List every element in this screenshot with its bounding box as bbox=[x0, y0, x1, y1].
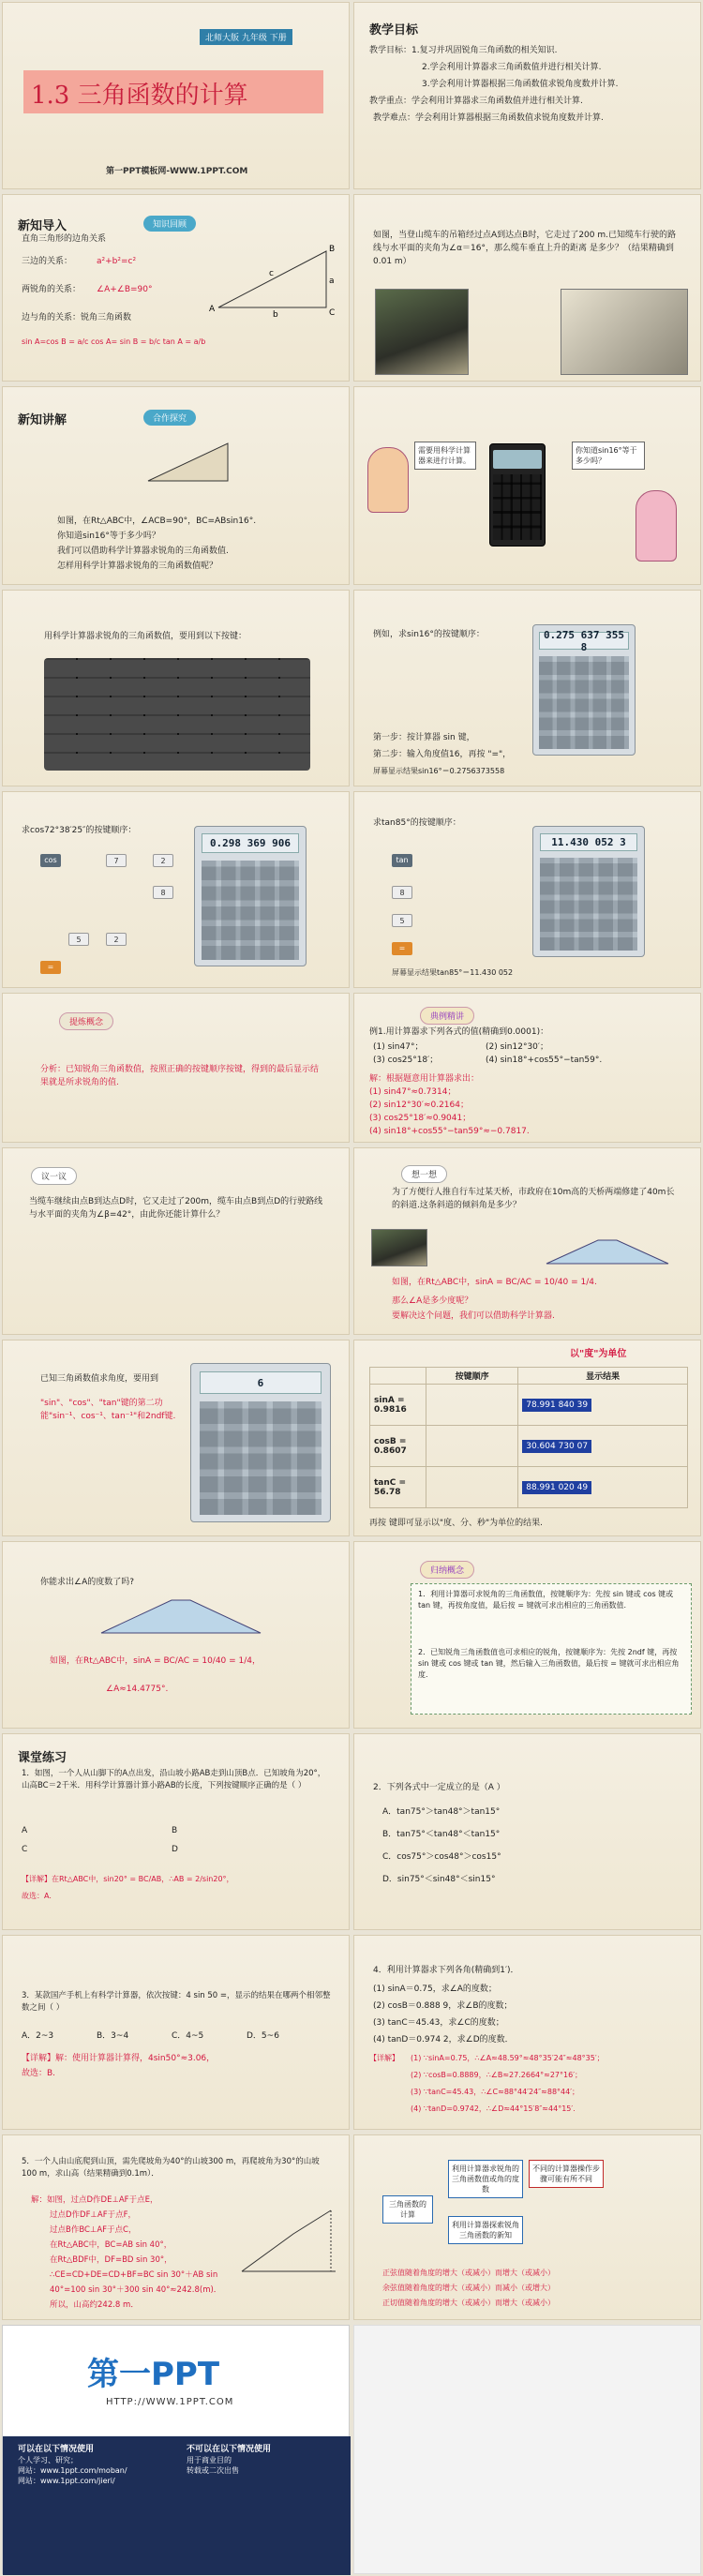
angle-sum-eq: ∠A+∠B=90° bbox=[97, 285, 153, 294]
exercise5-line-7: 40°=100 sin 30°＋300 sin 40°≈242.8(m)． bbox=[50, 2285, 222, 2295]
explore-heading: 新知讲解 bbox=[18, 413, 67, 427]
usage-forbidden bbox=[187, 2444, 271, 2476]
exercise1-answer-2: 故选：A. bbox=[22, 1892, 52, 1900]
cable-car-text: 如图，当登山缆车的吊箱经过点A到达点B时，它走过了200 m.已知缆车行驶的路线与水平面的夹角为∠α＝16°，那么缆车垂直上升的距离 是多少？（结果精确到0.01 m） bbox=[373, 231, 676, 266]
usage-forbidden-title: 不可以在以下情况使用 bbox=[187, 2445, 272, 2454]
speech-bubble-1: 需要用科学计算器来进行计算。 bbox=[414, 442, 476, 470]
usage-bar bbox=[3, 2436, 351, 2575]
trig-defs: sin A=cos B = a/c cos A= sin B = b/c tan A = a/b bbox=[22, 337, 206, 346]
mindmap-node-1: 利用计算器求锐角的三角函数值或角的度数 bbox=[448, 2160, 523, 2198]
key-5: 5 bbox=[68, 933, 89, 946]
example1-answer-2: (2) sin12°30′≈0.2164； bbox=[369, 1101, 469, 1110]
rule-sin: 正弦值随着角度的增大（或减小）而增大（或减小） bbox=[382, 2269, 555, 2277]
summary-pill: 归纳概念 bbox=[420, 1561, 474, 1579]
table-row bbox=[370, 1385, 688, 1426]
example1-answer-3: (3) cos25°18′≈0.9041； bbox=[369, 1114, 471, 1123]
empty-panel bbox=[353, 2325, 701, 2574]
review-line-2: 三边的关系： bbox=[22, 257, 73, 266]
think-solution-1: 如图，在Rt△ABC中，sinA = BC/AC = 10/40 = 1/4. bbox=[392, 1278, 597, 1287]
badge: 北师大版 九年级 下册 bbox=[200, 29, 292, 45]
example1-item-3: (3) cos25°18′； bbox=[373, 1056, 439, 1065]
sin16-step1: 第一步：按计算器 sin 键， bbox=[373, 733, 475, 742]
slide-exercise-4 bbox=[353, 1935, 701, 2130]
slide-discuss bbox=[2, 1147, 350, 1335]
exercise4-answer-3: (3) ∵tanC=45.43，∴∠C≈88°44′24″≈88°44′； bbox=[411, 2088, 580, 2096]
objective-line-5: 教学难点：学会利用计算器根据三角函数值求锐角度数并计算. bbox=[373, 113, 604, 123]
brand-url[interactable]: HTTP://WWW.1PPT.COM bbox=[106, 2397, 234, 2407]
slide-keys-intro bbox=[2, 590, 350, 786]
brand-logo: 第一PPT bbox=[87, 2356, 220, 2393]
boy-avatar bbox=[367, 447, 409, 513]
exercise1-answer: 【详解】在Rt△ABC中，sin20° = BC/AB，∴AB = 2/sin20°， bbox=[22, 1875, 234, 1883]
explore-line-2: 你知道sin16°等于多少吗？ bbox=[57, 532, 160, 541]
page-title: 1.3 三角函数的计算 bbox=[31, 82, 248, 110]
explore-line-1: 如图，在Rt△ABC中，∠ACB=90°，BC=ABsin16°. bbox=[57, 517, 257, 526]
right-triangle-diagram bbox=[209, 242, 340, 317]
calculator-screen: 6 bbox=[200, 1371, 322, 1394]
label-b-vertex: B bbox=[329, 245, 336, 254]
slide-cable-car bbox=[353, 194, 701, 382]
exercise5-line-4: 在Rt△ABC中，BC=AB sin 40°， bbox=[50, 2240, 172, 2250]
exercise3-option-a: A．2~3 bbox=[22, 2031, 54, 2041]
example-pill: 典例精讲 bbox=[420, 1007, 474, 1025]
slide-example1 bbox=[353, 993, 701, 1143]
key-equals: = bbox=[392, 942, 412, 955]
col-header-keys: 按键顺序 bbox=[426, 1368, 518, 1385]
table-row bbox=[370, 1467, 688, 1508]
row-value: 78.991 840 39 bbox=[522, 1399, 591, 1412]
exercise-heading: 课堂练习 bbox=[18, 1751, 67, 1765]
exercise4-item-2: (2) cosB＝0.888 9，求∠B的度数； bbox=[373, 2001, 513, 2011]
exercise3-option-c: C．4~5 bbox=[172, 2031, 204, 2041]
find-angle-text: 你能求出∠A的度数了吗? bbox=[40, 1578, 135, 1587]
exercise2-option-b: B．tan75°＜tan48°＜tan15° bbox=[382, 1830, 501, 1839]
calculator-illustration bbox=[489, 443, 546, 547]
slide-review bbox=[2, 194, 350, 382]
slide-concept bbox=[2, 993, 350, 1143]
concept-pill: 提炼概念 bbox=[59, 1012, 113, 1030]
usage-forbidden-item: 转载或二次出售 bbox=[187, 2466, 239, 2475]
sin16-result: 屏幕显示结果sin16°＝0.2756373558 bbox=[373, 767, 505, 775]
key-8: 8 bbox=[153, 886, 173, 899]
slide-degree-table bbox=[353, 1340, 701, 1536]
exercise5-line-8: 所以，山高约242.8 m． bbox=[50, 2300, 139, 2310]
exercise4-item-1: (1) sinA＝0.75，求∠A的度数； bbox=[373, 1984, 497, 1994]
mindmap-node-3: 利用计算器探索锐角三角函数的新知 bbox=[448, 2216, 523, 2244]
key-8: 8 bbox=[392, 886, 412, 899]
usage-allowed-item[interactable]: 网站：www.1ppt.com/moban/ bbox=[18, 2466, 127, 2475]
exercise1-question: 1．如图，一个人从山脚下的A点出发，沿山坡小路AB走到山顶B点．已知坡角为20°，山高BC＝2千米．用科学计算器计算小路AB的长度，下列按键顺序正确的是（ ） bbox=[22, 1769, 326, 1790]
label-c-vertex: C bbox=[329, 308, 336, 317]
exercise1-option-a: A bbox=[22, 1826, 28, 1835]
inverse-text: 已知三角函数值求角度，要用到 bbox=[40, 1374, 159, 1384]
girl-avatar bbox=[636, 490, 677, 562]
exercise1-option-b: B bbox=[172, 1826, 178, 1835]
objective-line-4: 教学重点：学会利用计算器求三角函数值并进行相关计算. bbox=[369, 97, 583, 106]
slide-cos-example bbox=[2, 791, 350, 988]
think-solution-2: 那么∠A是多少度呢？ bbox=[392, 1296, 473, 1306]
exercise2-option-a: A．tan75°＞tan48°＞tan15° bbox=[382, 1807, 501, 1817]
exercise5-line-5: 在Rt△BDF中，DF=BD sin 30°， bbox=[50, 2255, 172, 2265]
example1-item-4: (4) sin18°+cos55°−tan59°. bbox=[486, 1056, 603, 1065]
objective-line-1: 教学目标：1.复习并巩固锐角三角函数的相关知识. bbox=[369, 46, 558, 55]
think-solution-3: 要解决这个问题，我们可以借助科学计算器. bbox=[392, 1311, 555, 1321]
slide-sin16 bbox=[353, 590, 701, 786]
sin16-step2: 第二步：输入角度值16，再按 "="， bbox=[373, 750, 512, 759]
calculator-sin16 bbox=[532, 624, 636, 756]
sin16-text: 例如，求sin16°的按键顺序： bbox=[373, 630, 485, 639]
pythag-eq: a²+b²=c² bbox=[97, 257, 137, 266]
exercise4-item-3: (3) tanC＝45.43，求∠C的度数； bbox=[373, 2018, 504, 2028]
mountain-path-diagram bbox=[237, 2201, 340, 2276]
exercise4-answer-2: (2) ∵cosB=0.8889，∴∠B≈27.2664°≈27°16′； bbox=[411, 2071, 583, 2079]
footer-ad bbox=[2, 2325, 350, 2574]
slide-exercise-3 bbox=[2, 1935, 350, 2130]
objectives-heading: 教学目标 bbox=[369, 23, 419, 37]
objective-line-2: 2.学会利用计算器求三角函数值并进行相关计算. bbox=[422, 63, 602, 72]
example1-question: 例1.用计算器求下列各式的值(精确到0.0001)： bbox=[369, 1027, 549, 1037]
slide-summary-concept bbox=[353, 1541, 701, 1729]
exercise3-question: 3．某款国产手机上有科学计算器，依次按键：4 sin 50 =，显示的结果在哪两个相邻整数之间（ ） bbox=[22, 1991, 331, 2013]
calculator-screen: 0.298 369 906 bbox=[202, 833, 299, 853]
discuss-text: 当缆车继续由点B到达点D时，它又走过了200m，缆车由点B到点D的行驶路线与水平面的夹角为∠β=42°，由此你还能计算什么？ bbox=[29, 1197, 323, 1220]
exercise4-question: 4．利用计算器求下列各角(精确到1′)． bbox=[373, 1966, 519, 1975]
exercise4-answer-4: (4) ∵tanD=0.9742，∴∠D≈44°15′8″≈44°15′. bbox=[411, 2104, 576, 2113]
slide-exercise-2 bbox=[353, 1733, 701, 1930]
exercise3-answer: 【详解】解：使用计算器计算得，4sin50°≈3.06， bbox=[22, 2054, 216, 2063]
row-value: 30.604 730 07 bbox=[522, 1440, 591, 1453]
cable-car-photo bbox=[375, 289, 469, 375]
calculator-screen: 0.275 637 355 8 bbox=[539, 632, 628, 650]
example1-answer-4: (4) sin18°+cos55°−tan59°≈−0.7817. bbox=[369, 1127, 530, 1136]
exercise3-option-d: D．5~6 bbox=[247, 2031, 279, 2041]
slide-inverse-keys bbox=[2, 1340, 350, 1536]
slide-think bbox=[353, 1147, 701, 1335]
exercise2-option-d: D．sin75°＜sin48°＜sin15° bbox=[382, 1875, 496, 1884]
slope-diagram bbox=[143, 434, 237, 490]
review-line-4: 边与角的关系：锐角三角函数 bbox=[22, 313, 132, 322]
slide-calculator-dialog bbox=[353, 386, 701, 585]
label-a-vertex: A bbox=[209, 305, 216, 314]
calculator-cos bbox=[194, 826, 307, 966]
example1-item-2: (2) sin12°30′； bbox=[486, 1042, 548, 1052]
slide-title bbox=[2, 2, 350, 189]
slide-find-angle bbox=[2, 1541, 350, 1729]
review-line-1: 直角三角形的边角关系 bbox=[22, 234, 107, 244]
tan-result: 屏幕显示结果tan85°＝11.430 052 bbox=[392, 968, 514, 977]
table-title: 以"度"为单位 bbox=[570, 1349, 627, 1359]
exercise2-question: 2．下列各式中一定成立的是（A ） bbox=[373, 1783, 505, 1792]
cos-example-text: 求cos72°38′25″的按键顺序： bbox=[22, 826, 137, 835]
exercise5-line-6: ∴CE=CD+DE=CD+BF=BC sin 30°＋AB sin bbox=[50, 2270, 218, 2280]
exercise5-question: 5．一个人由山底爬到山顶，需先爬坡角为40°的山坡300 m，再爬坡角为30°的山坡100 m，求山高（结果精确到0.1m）． bbox=[22, 2157, 320, 2179]
explore-line-4: 怎样用科学计算器求锐角的三角函数值呢？ bbox=[57, 562, 218, 571]
slide-objectives bbox=[353, 2, 701, 189]
calculator-screen: 11.430 052 3 bbox=[540, 833, 637, 851]
exercise4-answer-heading: 【详解】 bbox=[369, 2054, 399, 2062]
example1-answer-1: (1) sin47°≈0.7314； bbox=[369, 1087, 456, 1097]
row-label: cosB = 0.8607 bbox=[370, 1426, 426, 1467]
explore-line-3: 我们可以借助科学计算器求锐角的三角函数值. bbox=[57, 547, 229, 556]
row-label: tanC = 56.78 bbox=[370, 1467, 426, 1508]
exercise5-line-1: 解：如图，过点D作DE⊥AF于点E， bbox=[31, 2195, 158, 2205]
bridge-diagram bbox=[542, 1231, 673, 1268]
bridge-slope-diagram bbox=[97, 1591, 265, 1638]
think-text: 为了方便行人推自行车过某天桥，市政府在10m高的天桥两端修建了40m长的斜道.这条斜道的倾斜角是多少？ bbox=[392, 1188, 675, 1210]
calculator-tan bbox=[532, 826, 645, 957]
key-equals: = bbox=[40, 961, 61, 974]
think-pill: 想一想 bbox=[401, 1165, 447, 1183]
key-cos: cos bbox=[40, 854, 61, 867]
review-pill: 知识回顾 bbox=[143, 216, 196, 232]
inverse-text-2: "sin"、"cos"、"tan"键的第二功能"sin⁻¹、cos⁻¹、tan⁻¹"和2ndf键. bbox=[40, 1399, 176, 1421]
exercise3-answer-2: 故选：B. bbox=[22, 2069, 56, 2078]
usage-allowed bbox=[18, 2444, 127, 2486]
example1-answer-heading: 解：根据题意用计算器求出： bbox=[369, 1074, 480, 1084]
exercise2-option-c: C．cos75°＞cos48°＞cos15° bbox=[382, 1852, 501, 1862]
slide-explore bbox=[2, 386, 350, 585]
degree-table bbox=[369, 1367, 688, 1508]
mountain-diagram bbox=[561, 289, 688, 375]
exercise4-item-4: (4) tanD＝0.974 2，求∠D的度数． bbox=[373, 2035, 514, 2044]
label-side-a: a bbox=[329, 277, 335, 286]
key-2b: 2 bbox=[106, 933, 127, 946]
col-header-result: 显示结果 bbox=[518, 1368, 688, 1385]
table-row bbox=[370, 1426, 688, 1467]
row-value: 88.991 020 49 bbox=[522, 1481, 591, 1494]
mindmap-node-2: 不同的计算器操作步骤可能有所不同 bbox=[529, 2160, 604, 2188]
objective-line-3: 3.学会利用计算器根据三角函数值求锐角度数并计算. bbox=[422, 80, 619, 89]
review-line-3: 两锐角的关系： bbox=[22, 285, 82, 294]
slide-exercise-1 bbox=[2, 1733, 350, 1930]
slide-mindmap bbox=[353, 2134, 701, 2320]
exercise5-line-2: 过点D作DF⊥AF于点F， bbox=[50, 2210, 136, 2220]
summary-item-1: 1．利用计算器可求锐角的三角函数值，按键顺序为：先按 sin 键或 cos 键或 tan 键，再按角度值，最后按 = 键就可求出相应的三角函数值. bbox=[418, 1590, 674, 1610]
summary-item-2: 2．已知锐角三角函数值也可求相应的锐角，按键顺序为：先按 2ndf 键，再按 sin 键或 cos 键或 tan 键，然后输入三角函数值，最后按 = 键就可求出相应角度. bbox=[418, 1648, 680, 1679]
bridge-photo bbox=[371, 1229, 427, 1266]
site-label: 第一PPT模板网-WWW.1PPT.COM bbox=[106, 167, 248, 176]
row-label: sinA = 0.9816 bbox=[370, 1385, 426, 1426]
usage-allowed-item[interactable]: 网站：www.1ppt.com/jieri/ bbox=[18, 2477, 115, 2485]
mindmap-root: 三角函数的计算 bbox=[382, 2195, 433, 2224]
key-layout-image bbox=[44, 658, 310, 771]
speech-bubble-2: 你知道sin16°等于多少吗？ bbox=[572, 442, 645, 470]
find-angle-answer: ∠A≈14.4775°. bbox=[106, 1685, 169, 1694]
exercise4-answer-1: (1) ∵sinA=0.75，∴∠A≈48.59°≈48°35′24″≈48°35′； bbox=[411, 2054, 605, 2062]
explore-pill: 合作探究 bbox=[143, 410, 196, 426]
rule-cos: 余弦值随着角度的增大（或减小）而减小（或增大） bbox=[382, 2284, 555, 2292]
label-side-c: c bbox=[269, 269, 274, 278]
tan-example-text: 求tan85°的按键顺序： bbox=[373, 818, 461, 828]
table-note: 再按 键即可显示以"度、分、秒"为单位的结果. bbox=[369, 1519, 544, 1528]
usage-allowed-item: 个人学习、研究； bbox=[18, 2456, 78, 2464]
exercise3-option-b: B．3~4 bbox=[97, 2031, 129, 2041]
label-side-b: b bbox=[273, 310, 278, 317]
slide-exercise-5 bbox=[2, 2134, 350, 2320]
rule-tan: 正切值随着角度的增大（或减小）而增大（或减小） bbox=[382, 2299, 555, 2307]
slide-tan-example bbox=[353, 791, 701, 988]
key-tan: tan bbox=[392, 854, 412, 867]
key-2a: 2 bbox=[153, 854, 173, 867]
key-5: 5 bbox=[392, 914, 412, 927]
example1-item-1: (1) sin47°； bbox=[373, 1042, 424, 1052]
exercise1-option-c: C bbox=[22, 1845, 28, 1854]
usage-forbidden-item: 用于商业目的 bbox=[187, 2456, 232, 2464]
key-7: 7 bbox=[106, 854, 127, 867]
discuss-pill: 议一议 bbox=[31, 1167, 77, 1185]
review-heading: 新知导入 bbox=[18, 219, 67, 233]
usage-allowed-title: 可以在以下情况使用 bbox=[18, 2445, 95, 2454]
calculator-inverse bbox=[190, 1363, 331, 1522]
exercise1-option-d: D bbox=[172, 1845, 178, 1854]
find-angle-solution: 如图，在Rt△ABC中，sinA = BC/AC = 10/40 = 1/4， bbox=[50, 1656, 262, 1666]
keys-intro-text: 用科学计算器求锐角的三角函数值，要用到以下按键： bbox=[44, 632, 247, 641]
concept-text: 分析：已知锐角三角函数值，按照正确的按键顺序按键，得到的最后显示结果就是所求锐角的值. bbox=[40, 1065, 320, 1087]
exercise5-line-3: 过点B作BC⊥AF于点C， bbox=[50, 2225, 137, 2235]
